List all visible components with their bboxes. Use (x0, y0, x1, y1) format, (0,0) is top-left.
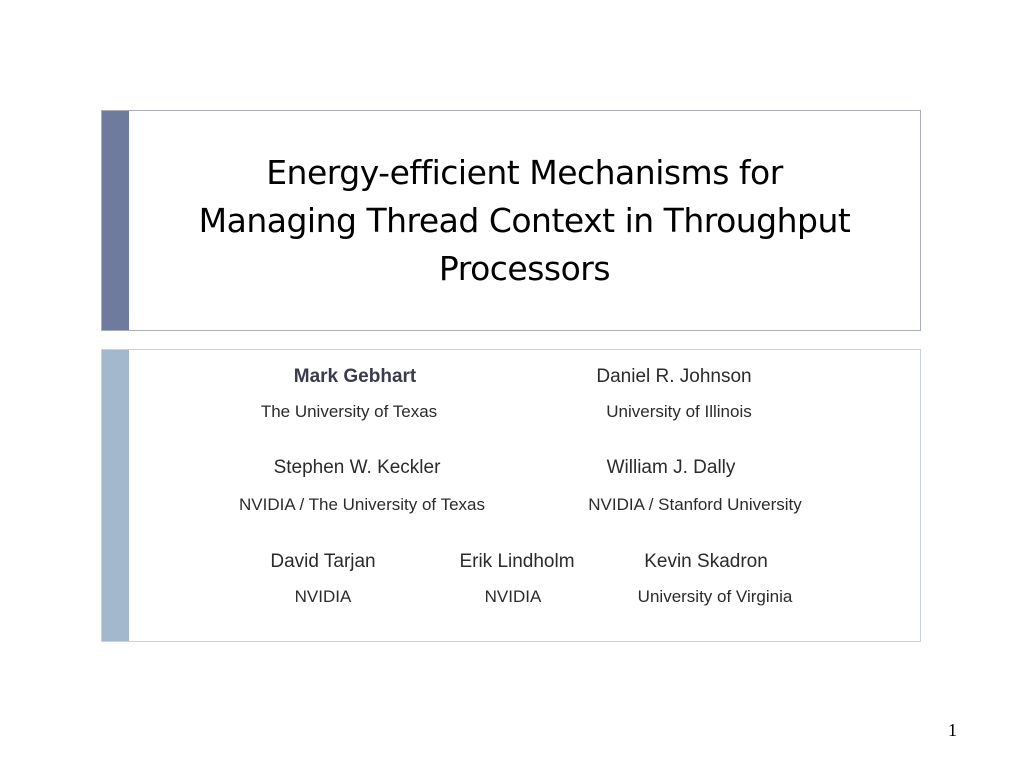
title-accent-bar (102, 111, 129, 330)
author-affiliation-johnson: University of Illinois (606, 402, 752, 421)
author-name-johnson: Daniel R. Johnson (596, 366, 752, 387)
title-line-1: Energy-efficient Mechanisms for (266, 152, 783, 192)
slide-title (129, 111, 920, 330)
author-affiliation-skadron: University of Virginia (637, 587, 793, 606)
author-name-skadron: Kevin Skadron (644, 551, 768, 572)
author-name-tarjan: David Tarjan (270, 551, 376, 572)
author-affiliation-dally: NVIDIA / Stanford University (588, 495, 802, 514)
authors-accent-bar (102, 350, 129, 641)
author-name-gebhart: Mark Gebhart (293, 366, 417, 387)
title-line-2: Managing Thread Context in Throughput (198, 200, 851, 240)
author-affiliation-gebhart: The University of Texas (260, 402, 438, 421)
author-affiliation-lindholm: NVIDIA (484, 587, 542, 606)
author-affiliation-tarjan: NVIDIA (294, 587, 352, 606)
author-name-dally: William J. Dally (606, 457, 736, 478)
author-affiliation-keckler: NVIDIA / The University of Texas (239, 495, 485, 514)
title-panel (101, 110, 921, 331)
author-name-lindholm: Erik Lindholm (459, 551, 575, 572)
page-number: 1 (948, 720, 957, 740)
author-name-keckler: Stephen W. Keckler (273, 457, 441, 478)
title-line-3: Processors (438, 248, 611, 288)
